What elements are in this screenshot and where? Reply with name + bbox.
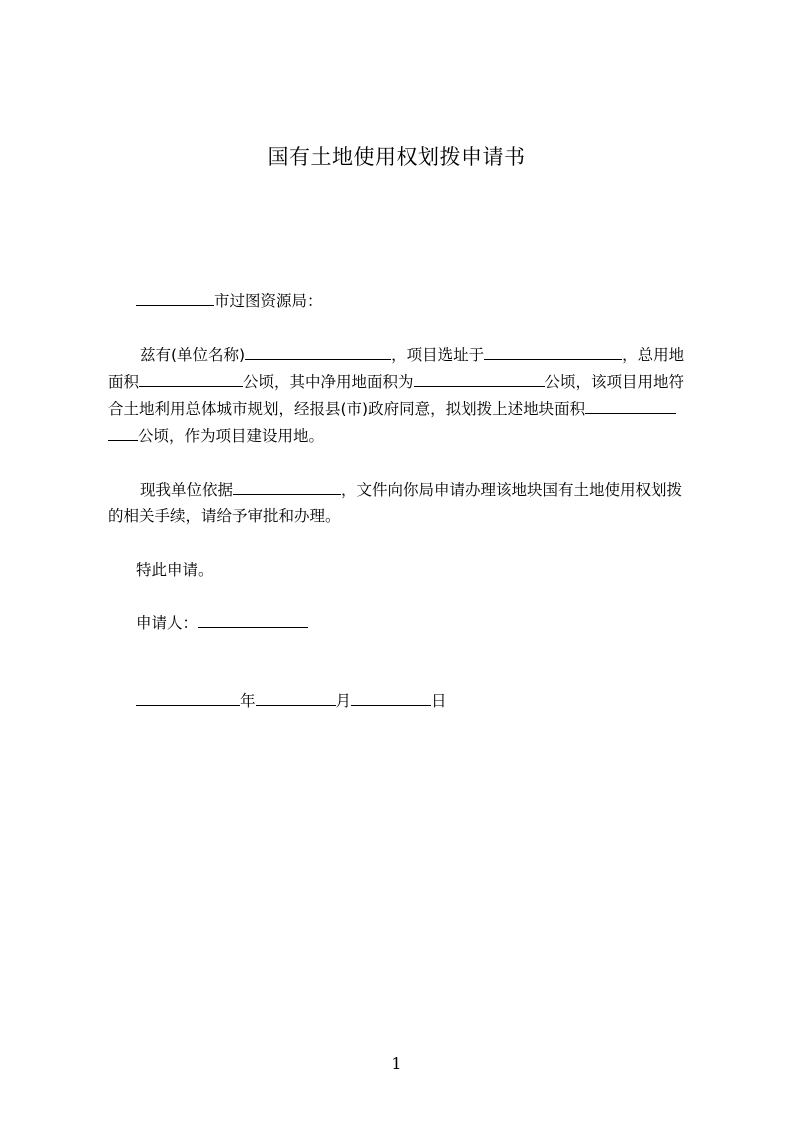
addressee-suffix: 市过图资源局： — [214, 292, 323, 310]
applicant-label: 申请人： — [136, 614, 199, 632]
para1-line3 — [108, 398, 676, 419]
area-label: 面积 — [108, 373, 140, 391]
month-label: 月 — [335, 692, 352, 710]
total-area-blank[interactable] — [139, 371, 243, 387]
document-title: 国有土地使用权划拨申请书 — [267, 145, 526, 169]
applicant-line — [136, 612, 308, 633]
allocated-area-blank-cont[interactable] — [108, 425, 138, 441]
para1-line1 — [140, 344, 684, 365]
unit-name-label: 兹有(单位名称) — [140, 346, 246, 364]
net-area-blank[interactable] — [414, 371, 545, 387]
day-label: 日 — [431, 692, 447, 710]
para2-line1 — [140, 479, 682, 500]
allocated-area-blank[interactable] — [585, 398, 676, 414]
city-blank[interactable] — [136, 290, 214, 306]
total-area-label: ，总用地 — [622, 346, 685, 364]
year-label: 年 — [240, 692, 256, 710]
applicant-blank[interactable] — [198, 612, 308, 628]
construction-use-text: 公顷，作为项目建设用地。 — [138, 427, 325, 445]
net-area-label: 公顷，其中净用地面积为 — [243, 373, 414, 391]
procedure-text: 的相关手续，请给予审批和办理。 — [108, 507, 341, 525]
month-blank[interactable] — [256, 690, 336, 706]
request-text: ，文件向你局申请办理该地块国有土地使用权划拨 — [341, 481, 683, 499]
para1-line2 — [108, 371, 684, 392]
para2-line2 — [108, 506, 341, 526]
basis-label: 现我单位依据 — [140, 481, 234, 499]
land-use-text: 公顷，该项目用地符 — [544, 373, 685, 391]
day-blank[interactable] — [351, 690, 431, 706]
closing-text: 特此申请。 — [136, 561, 214, 579]
date-line — [136, 690, 447, 711]
year-blank[interactable] — [136, 690, 240, 706]
site-label: ，项目选址于 — [391, 346, 485, 364]
basis-blank[interactable] — [233, 479, 341, 495]
site-blank[interactable] — [484, 344, 622, 360]
addressee-line — [136, 290, 323, 311]
page-number: 1 — [391, 1054, 402, 1073]
approval-text: 合土地利用总体城市规划，经报县(市)政府同意，拟划拨上述地块面积 — [108, 400, 586, 418]
para1-line4 — [108, 425, 324, 446]
unit-name-blank[interactable] — [245, 344, 391, 360]
